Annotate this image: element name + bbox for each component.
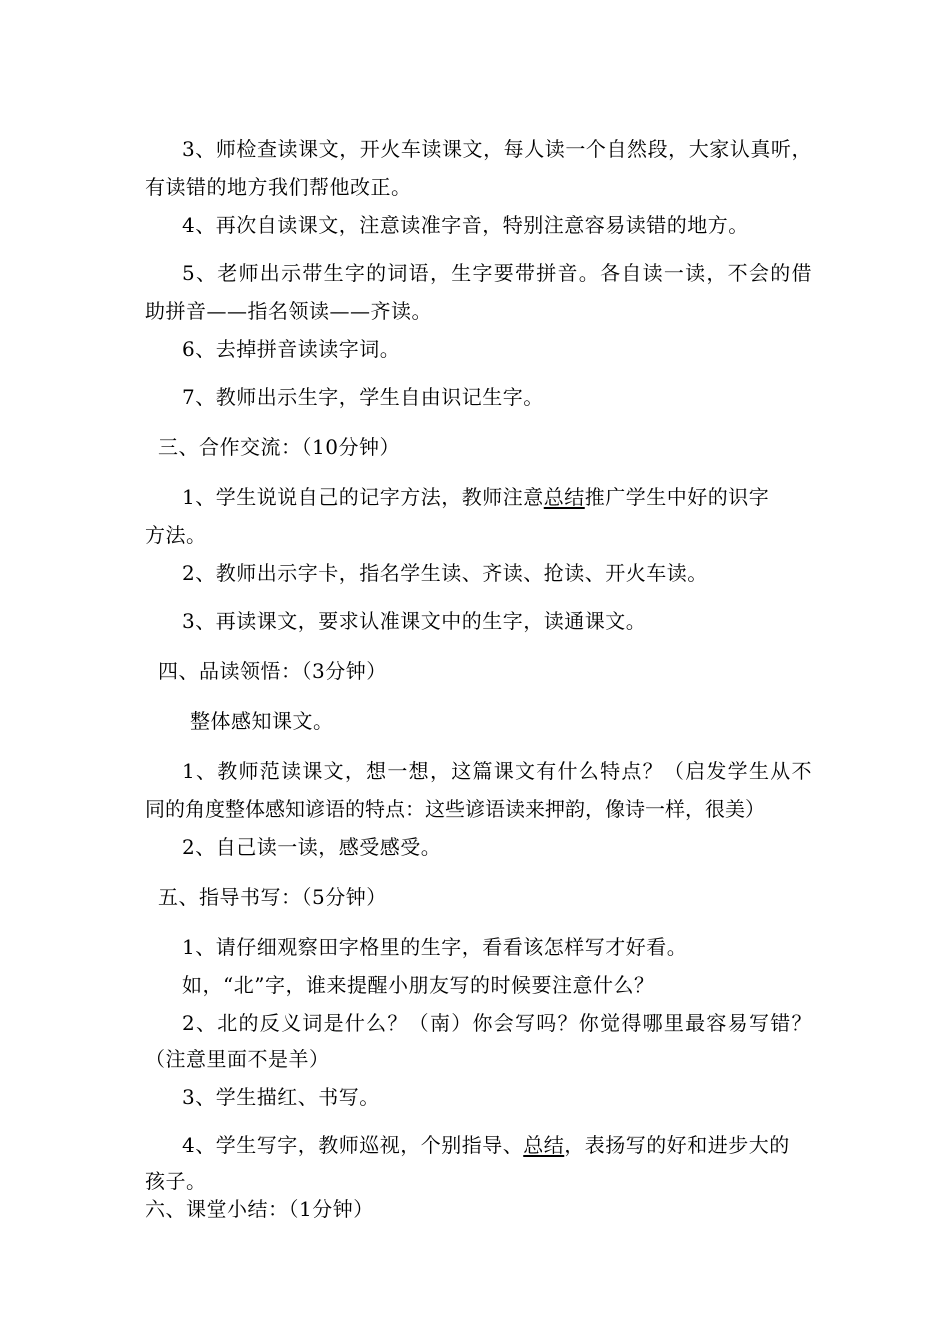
step-5-line-1: 5、老师出示带生字的词语，生字要带拼音。各自读一读，不会的借 — [182, 261, 812, 285]
writing-item-4-line-2: 孩子。 — [145, 1169, 207, 1193]
step-4: 4、再次自读课文，注意读准字音，特别注意容易读错的地方。 — [182, 213, 749, 237]
writing-item-3: 3、学生描红、书写。 — [182, 1085, 380, 1109]
section-4-heading: 四、品读领悟：（3分钟） — [158, 659, 387, 683]
section-5-heading: 五、指导书写：（5分钟） — [158, 885, 387, 909]
cooperation-item-1-line-2: 方法。 — [145, 523, 207, 547]
reading-item-1-line-2: 同的角度整体感知谚语的特点：这些谚语读来押韵，像诗一样，很美） — [145, 797, 765, 821]
cooperation-item-1-line-1: 1、学生说说自己的记字方法，教师注意总结推广学生中好的识字 — [182, 485, 770, 509]
writing-item-2-line-2: （注意里面不是羊） — [145, 1047, 330, 1071]
writing-example: 如，“北”字，谁来提醒小朋友写的时候要注意什么？ — [182, 973, 655, 997]
underlined-term: 总结 — [523, 1133, 565, 1157]
section-6-heading: 六、课堂小结：（1分钟） — [145, 1197, 374, 1221]
writing-item-4-line-1: 4、学生写字，教师巡视，个别指导、总结，表扬写的好和进步大的 — [182, 1133, 790, 1157]
reading-item-2: 2、自己读一读，感受感受。 — [182, 835, 442, 859]
writing-item-2-line-1: 2、北的反义词是什么？（南）你会写吗？你觉得哪里最容易写错？ — [182, 1011, 812, 1035]
underlined-term: 总结 — [543, 485, 585, 509]
overall-perception: 整体感知课文。 — [190, 709, 334, 733]
step-3-line-1: 3、师检查读课文，开火车读课文，每人读一个自然段，大家认真听， — [182, 137, 812, 161]
step-5-line-2: 助拼音——指名领读——齐读。 — [145, 299, 432, 323]
step-3-line-2: 有读错的地方我们帮他改正。 — [145, 175, 412, 199]
reading-item-1-line-1: 1、教师范读课文，想一想，这篇课文有什么特点？（启发学生从不 — [182, 759, 812, 783]
step-6: 6、去掉拼音读读字词。 — [182, 337, 401, 361]
writing-item-1: 1、请仔细观察田字格里的生字，看看该怎样写才好看。 — [182, 935, 688, 959]
cooperation-item-2: 2、教师出示字卡，指名学生读、齐读、抢读、开火车读。 — [182, 561, 708, 585]
section-3-heading: 三、合作交流：（10分钟） — [158, 435, 400, 459]
step-7: 7、教师出示生字，学生自由识记生字。 — [182, 385, 544, 409]
cooperation-item-3: 3、再读课文，要求认准课文中的生字，读通课文。 — [182, 609, 647, 633]
